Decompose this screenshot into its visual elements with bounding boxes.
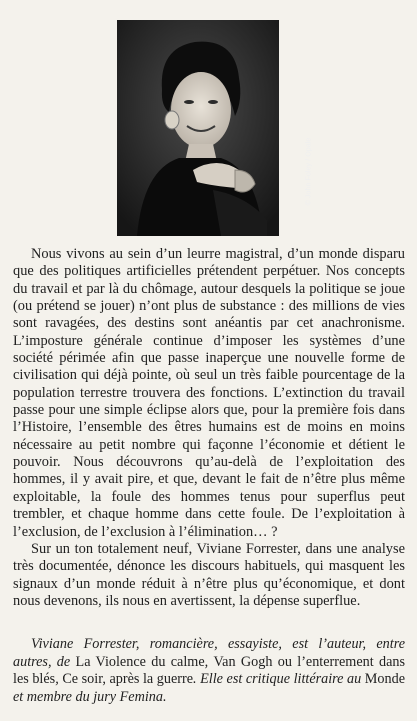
back-cover-text bbox=[13, 246, 405, 610]
author-photo bbox=[117, 20, 313, 236]
author-note-sep-2: , bbox=[55, 671, 63, 687]
author-note-end: et membre du jury Femina. bbox=[13, 688, 167, 705]
newspaper-title: Monde bbox=[364, 671, 405, 687]
author-note-mid: . Elle est critique littéraire au bbox=[193, 671, 365, 687]
author-note-paragraph bbox=[13, 636, 405, 706]
paragraph-1: Nous vivons au sein d’un leurre magistral, d’un monde disparu que des politiques artificielles prétendent perpétuer. Nos concepts du travail et par là du chômage, autour desquels la politique se joue (ou prétend se jouer) n’ont plus de substance : des millions de vies sont ravagées, des destins sont anéantis par cet anachronisme. L’imposture générale continue d’imposer les systèmes d’une société périmée afin que passe inaperçue une nouvelle forme de civilisation qui déjà pointe, où seul un très faible pourcentage de la population terrestre trouvera des fonctions. L’extinction du travail passe pour une simple éclipse alors que, pour la première fois dans l’Histoire, l’ensemble des êtres humains est de moins en moins nécessaire au petit nombre qui façonne l’économie et détient le pouvoir. Nous découvrons qu’au-delà de l’exploitation des hommes, il y avait pire, et que, devant le fait de n’être plus même exploitable, la foule des hommes tenus pour superflus peut trembler, et chaque homme dans cette foule. De l’exploitation à l’exclusion, de l’exclusion à l’élimination… ? bbox=[13, 246, 405, 540]
book-title-3: Ce soir, après la guerre bbox=[62, 671, 194, 687]
author-note bbox=[13, 636, 405, 706]
author-note-sep-1: , bbox=[204, 653, 214, 670]
book-title-2: Van Gogh ou l’enterrement dans les blés bbox=[13, 653, 405, 687]
book-title-1: La Violence du calme bbox=[75, 653, 205, 670]
paragraph-2: Sur un ton totalement neuf, Viviane Forrester, dans une analyse très documentée, dénonce les discours habituels, qui masquent les signaux d’un monde réduit à n’être plus qu’économique, et dont nous devenons, ils nous en avertissent, la dépense superflue. bbox=[13, 540, 405, 609]
author-portrait-image bbox=[117, 20, 279, 236]
author-note-lead: Viviane Forrester, romancière, essayiste, est l’auteur, entre autres, de bbox=[13, 636, 405, 670]
photo-credit: © John Foley / Opale bbox=[305, 137, 313, 206]
